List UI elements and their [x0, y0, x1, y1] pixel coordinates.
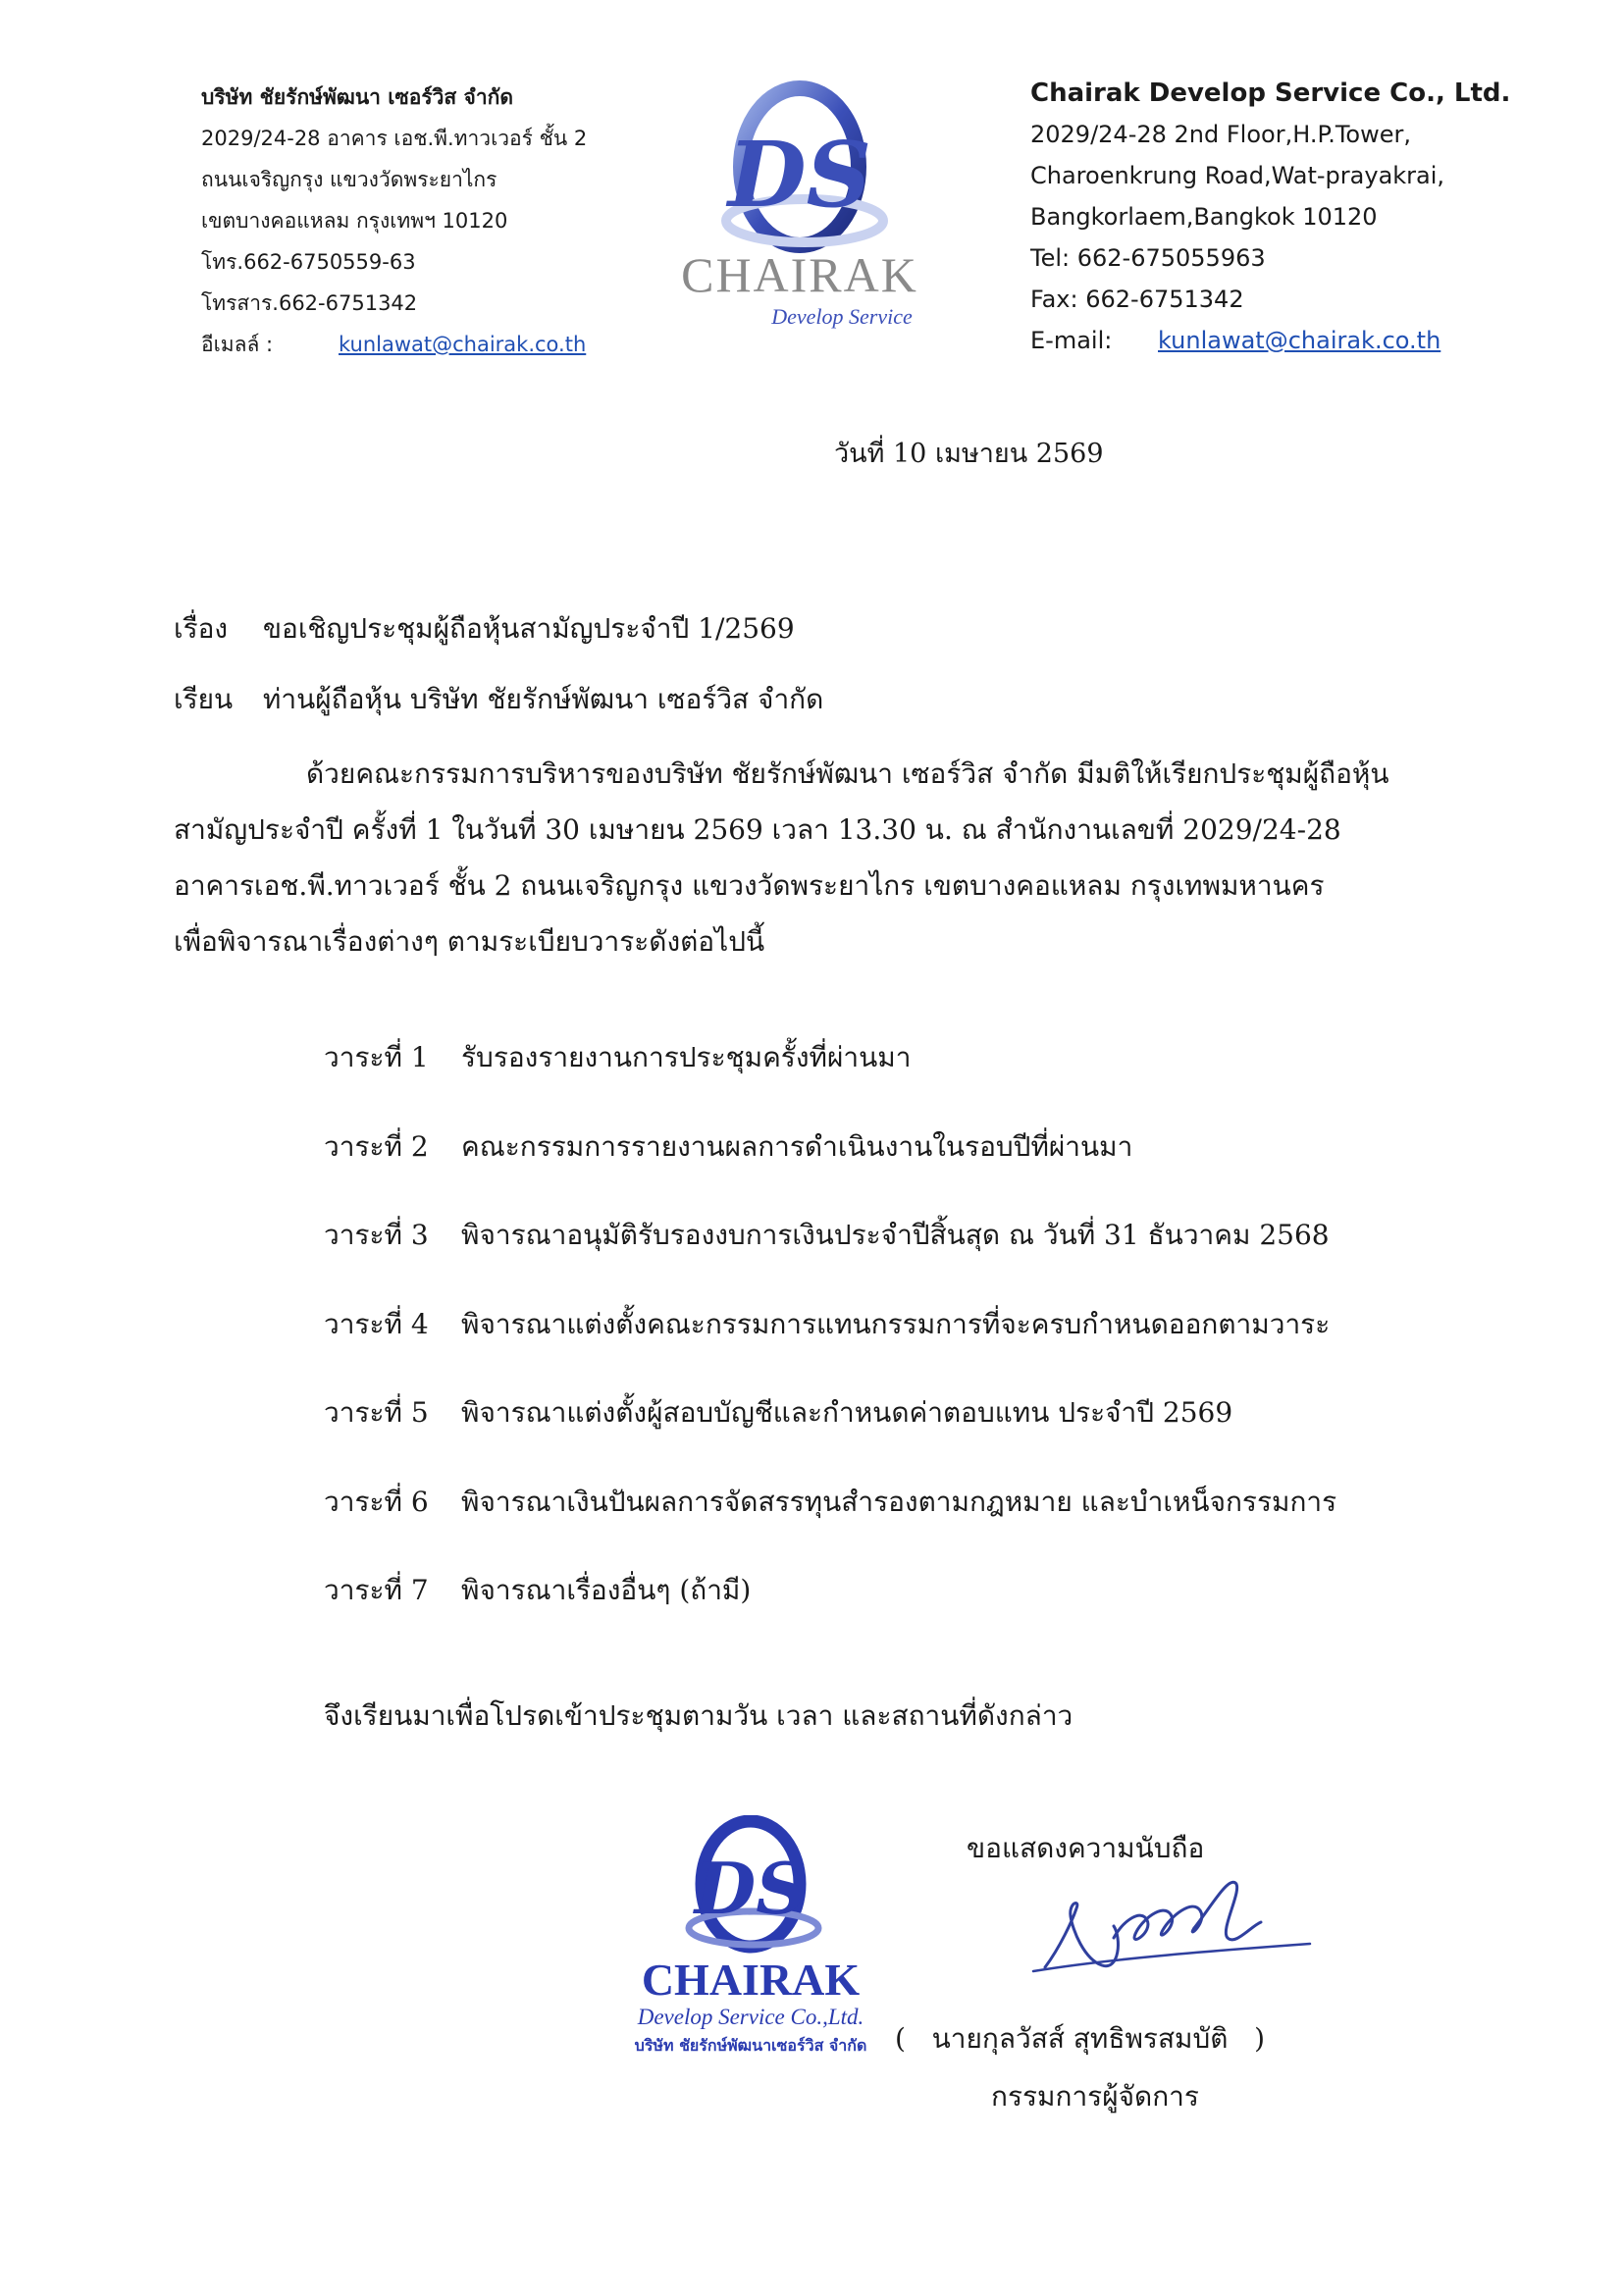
agenda-number: วาระที่ 6 [324, 1485, 429, 1518]
letter-date: วันที่ 10 เมษายน 2569 [834, 439, 1104, 469]
body-line: เพื่อพิจารณาเรื่องต่างๆ ตามระเบียบวาระดังต่อไปนี้ [174, 925, 765, 958]
email-label-english: E-mail: [1030, 327, 1113, 354]
agenda-item [324, 1036, 1336, 1125]
address-line-2-thai: ถนนเจริญกรุง แขวงวัดพระยาไกร [201, 168, 497, 191]
recipient-label: เรียน [174, 683, 234, 715]
signer-title: กรรมการผู้จัดการ [991, 2080, 1199, 2113]
logo-name: CHAIRAK [681, 247, 918, 302]
email-link-thai[interactable]: kunlawat@chairak.co.th [339, 333, 587, 356]
fax-thai: โทรสาร.662-6751342 [201, 291, 418, 315]
email-row-english [1030, 320, 1510, 361]
signature-image [1025, 1869, 1320, 1982]
agenda-text: พิจารณาแต่งตั้งผู้สอบบัญชีและกำหนดค่าตอบแทน ประจำปี 2569 [461, 1396, 1233, 1429]
company-logo [667, 74, 932, 339]
regards-text: ขอแสดงความนับถือ [967, 1832, 1205, 1864]
address-line-3-thai: เขตบางคอแหลม กรุงเทพฯ 10120 [201, 209, 508, 233]
subject-block [174, 594, 823, 735]
agenda-text: พิจารณาอนุมัติรับรองงบการเงินประจำปีสิ้นสุด ณ วันที่ 31 ธันวาคม 2568 [461, 1219, 1330, 1251]
agenda-list [324, 1036, 1336, 1658]
stamp-tagline: Develop Service Co.,Ltd. [637, 2005, 864, 2029]
agenda-item [324, 1569, 1336, 1658]
handwritten-signature-icon [1025, 1869, 1320, 1982]
signer-name: ( นายกุลวัสส์ สุทธิพรสมบัติ ) [895, 2022, 1266, 2055]
agenda-text: รับรองรายงานการประชุมครั้งที่ผ่านมา [461, 1041, 912, 1073]
body-line: สามัญประจำปี ครั้งที่ 1 ในวันที่ 30 เมษายน 2569 เวลา 13.30 น. ณ สำนักงานเลขที่ 2029/24-28 [174, 813, 1341, 846]
stamp-monogram: DS [694, 1847, 808, 1930]
agenda-item [324, 1391, 1336, 1481]
subject-text: ขอเชิญประชุมผู้ถือหุ้นสามัญประจำปี 1/2569 [262, 612, 795, 645]
subject-line [174, 594, 823, 664]
address-line-1-english: 2029/24-28 2nd Floor,H.P.Tower, [1030, 121, 1411, 148]
agenda-number: วาระที่ 7 [324, 1574, 429, 1606]
agenda-text: พิจารณาเรื่องอื่นๆ (ถ้ามี) [461, 1574, 752, 1606]
logo-monogram: DS [727, 122, 872, 228]
body-line: อาคารเอช.พี.ทาวเวอร์ ชั้น 2 ถนนเจริญกรุง แขวงวัดพระยาไกร เขตบางคอแหลม กรุงเทพมหานคร [174, 869, 1325, 902]
agenda-number: วาระที่ 5 [324, 1396, 429, 1429]
agenda-item [324, 1303, 1336, 1392]
recipient-text: ท่านผู้ถือหุ้น บริษัท ชัยรักษ์พัฒนา เซอร์วิส จำกัด [262, 683, 824, 715]
email-link-english[interactable]: kunlawat@chairak.co.th [1158, 327, 1441, 354]
recipient-line [174, 664, 823, 735]
telephone-english: Tel: 662-675055963 [1030, 244, 1266, 272]
address-line-2-english: Charoenkrung Road,Wat-prayakrai, [1030, 162, 1445, 189]
agenda-text: คณะกรรมการรายงานผลการดำเนินงานในรอบปีที่ผ่านมา [461, 1129, 1133, 1163]
fax-english: Fax: 662-6751342 [1030, 286, 1244, 313]
address-line-1-thai: 2029/24-28 อาคาร เอช.พี.ทาวเวอร์ ชั้น 2 [201, 127, 588, 150]
logo-tagline: Develop Service [771, 304, 913, 329]
agenda-item [324, 1125, 1336, 1215]
company-stamp [618, 1815, 883, 2070]
body-line: ด้วยคณะกรรมการบริหารของบริษัท ชัยรักษ์พัฒนา เซอร์วิส จำกัด มีมติให้เรียกประชุมผู้ถือหุ้น [306, 757, 1389, 790]
agenda-item [324, 1481, 1336, 1570]
agenda-number: วาระที่ 2 [324, 1129, 429, 1163]
email-label-thai: อีเมลล์ : [201, 333, 274, 356]
subject-label: เรื่อง [174, 612, 229, 645]
agenda-number: วาระที่ 4 [324, 1307, 429, 1340]
letterhead-thai [201, 77, 587, 365]
agenda-text: พิจารณาแต่งตั้งคณะกรรมการแทนกรรมการที่จะครบกำหนดออกตามวาระ [461, 1307, 1331, 1340]
address-line-3-english: Bangkorlaem,Bangkok 10120 [1030, 203, 1378, 231]
stamp-thai-name: บริษัท ชัยรักษ์พัฒนาเซอร์วิส จำกัด [634, 2036, 867, 2055]
company-name-thai: บริษัท ชัยรักษ์พัฒนา เซอร์วิส จำกัด [201, 85, 513, 109]
stamp-name: CHAIRAK [641, 1955, 861, 2005]
agenda-item [324, 1214, 1336, 1303]
stamp-logo-icon [618, 1815, 883, 2070]
letterhead-english [1030, 73, 1510, 361]
body-paragraph [174, 746, 1449, 969]
company-name-english: Chairak Develop Service Co., Ltd. [1030, 78, 1511, 108]
email-row-thai [201, 324, 587, 365]
closing-sentence: จึงเรียนมาเพื่อโปรดเข้าประชุมตามวัน เวลา และสถานที่ดังกล่าว [324, 1699, 1073, 1732]
agenda-text: พิจารณาเงินปันผลการจัดสรรทุนสำรองตามกฎหมาย และบำเหน็จกรรมการ [461, 1485, 1337, 1518]
telephone-thai: โทร.662-6750559-63 [201, 250, 416, 274]
agenda-number: วาระที่ 3 [324, 1219, 429, 1251]
ds-logo-icon [667, 74, 932, 339]
agenda-number: วาระที่ 1 [324, 1041, 429, 1073]
